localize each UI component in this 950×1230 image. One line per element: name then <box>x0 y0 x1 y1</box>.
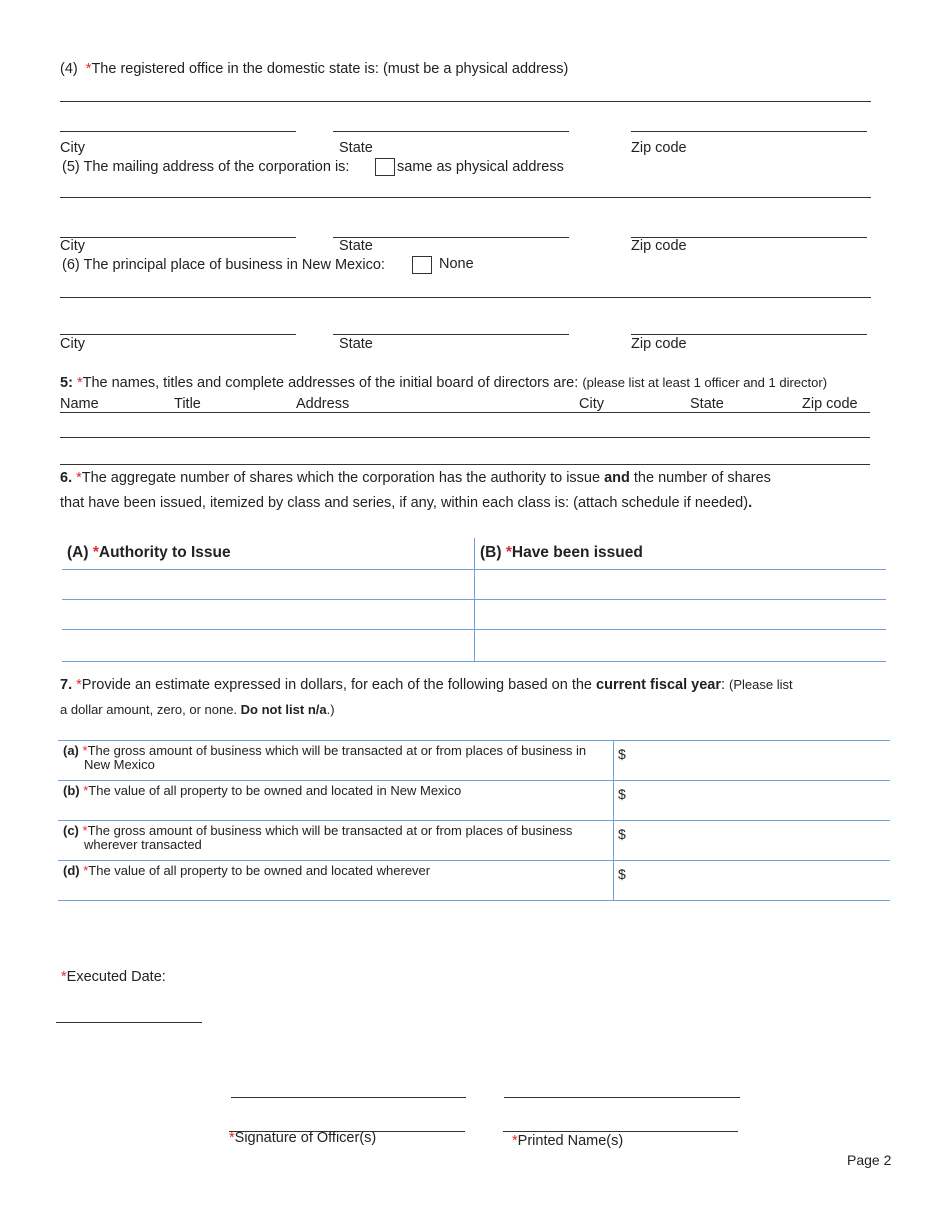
directors-col-address: Address <box>296 396 350 412</box>
shares-col-authority: (A) *Authority to Issue <box>67 544 231 561</box>
required-marker: * <box>83 783 89 798</box>
same-as-physical-checkbox[interactable] <box>375 158 395 176</box>
authority-cell[interactable] <box>63 601 473 628</box>
directors-col-title: Title <box>174 396 201 412</box>
estimate-row-c-input[interactable]: $ <box>618 826 626 842</box>
estimate-row-b-input[interactable]: $ <box>618 786 626 802</box>
principal-zip-field[interactable] <box>631 334 867 335</box>
registered-office-zip-field[interactable] <box>631 131 867 132</box>
estimates-table-row-line <box>58 740 890 741</box>
shares-table-row-line <box>62 599 886 600</box>
zip-label: Zip code <box>631 238 687 254</box>
directors-col-state: State <box>690 396 724 412</box>
directors-col-zip: Zip code <box>802 396 858 412</box>
shares-table-divider <box>474 538 475 662</box>
registered-office-state-field[interactable] <box>333 131 569 132</box>
shares-table-row-line <box>62 569 886 570</box>
page-number: Page 2 <box>847 1152 892 1168</box>
executed-date-label: *Executed Date: <box>61 969 166 985</box>
estimate-row-d-input[interactable]: $ <box>618 866 626 882</box>
principal-state-field[interactable] <box>333 334 569 335</box>
required-marker: * <box>505 544 512 561</box>
estimate-row-b-label: (b) *The value of all property to be owned and located in New Mexico <box>63 783 462 798</box>
estimates-table-row-line <box>58 780 890 781</box>
directors-header-rule <box>60 412 870 413</box>
required-marker: * <box>76 375 83 391</box>
directors-col-city: City <box>579 396 604 412</box>
required-marker: * <box>83 863 89 878</box>
executed-date-field[interactable] <box>56 1022 202 1023</box>
estimate-row-c-label: (c) *The gross amount of business which will be transacted at or from places of business wherever transacted <box>63 823 573 852</box>
required-marker: * <box>92 544 99 561</box>
shares-table-row-line <box>62 661 886 662</box>
directors-heading: 5: *The names, titles and complete addresses of the initial board of directors are: (please list at least 1 officer and 1 director) <box>60 375 828 391</box>
required-marker: * <box>76 470 82 486</box>
registered-office-city-field[interactable] <box>60 131 296 132</box>
printed-name-underline <box>503 1131 738 1132</box>
issued-cell[interactable] <box>476 601 886 628</box>
director-entry-line[interactable] <box>60 437 870 438</box>
same-as-physical-label: same as physical address <box>397 159 564 175</box>
estimate-row-d-label: (d) *The value of all property to be owned and located wherever <box>63 863 431 878</box>
section-6-heading: (6) The principal place of business in New Mexico: <box>62 257 385 273</box>
none-label: None <box>439 256 474 272</box>
authority-cell[interactable] <box>63 571 473 598</box>
printed-name-field[interactable] <box>504 1097 740 1098</box>
printed-name-label: *Printed Name(s) <box>512 1133 624 1149</box>
required-marker: * <box>61 969 67 985</box>
shares-table-row-line <box>62 629 886 630</box>
issued-cell[interactable] <box>476 631 886 660</box>
required-marker: * <box>512 1133 518 1149</box>
estimate-row-a-input[interactable]: $ <box>618 746 626 762</box>
mailing-address-field[interactable] <box>60 197 871 198</box>
registered-office-address-field[interactable] <box>60 101 871 102</box>
zip-label: Zip code <box>631 336 687 352</box>
directors-col-name: Name <box>60 396 99 412</box>
shares-col-issued: (B) *Have been issued <box>480 544 643 561</box>
estimates-table-row-line <box>58 860 890 861</box>
section-4-heading: (4) *The registered office in the domestic state is: (must be a physical address) <box>60 61 569 77</box>
shares-heading-line2: that have been issued, itemized by class and series, if any, within each class is: (attach schedule if needed). <box>60 495 753 511</box>
estimates-table-row-line <box>58 900 890 901</box>
estimates-table-row-line <box>58 820 890 821</box>
required-marker: * <box>85 61 92 77</box>
none-checkbox[interactable] <box>412 256 432 274</box>
city-label: City <box>60 336 85 352</box>
required-marker: * <box>76 677 82 693</box>
required-marker: * <box>82 743 88 758</box>
required-marker: * <box>229 1130 235 1146</box>
signature-field[interactable] <box>231 1097 466 1098</box>
signature-label: *Signature of Officer(s) <box>229 1130 377 1146</box>
city-label: City <box>60 140 85 156</box>
estimates-note: a dollar amount, zero, or none. Do not list n/a.) <box>60 702 335 717</box>
director-entry-line[interactable] <box>60 464 870 465</box>
state-label: State <box>339 336 373 352</box>
state-label: State <box>339 238 373 254</box>
principal-city-field[interactable] <box>60 334 296 335</box>
estimates-heading: 7. *Provide an estimate expressed in dollars, for each of the following based on the current fiscal year: (Please list <box>60 677 793 693</box>
shares-heading-line1: 6. *The aggregate number of shares which the corporation has the authority to issue and the number of shares <box>60 470 771 486</box>
principal-place-address-field[interactable] <box>60 297 871 298</box>
zip-label: Zip code <box>631 140 687 156</box>
issued-cell[interactable] <box>476 571 886 598</box>
estimate-row-a-label: (a) *The gross amount of business which will be transacted at or from places of business in New Mexico <box>63 743 587 772</box>
mailing-city-field[interactable] <box>60 237 296 238</box>
required-marker: * <box>82 823 88 838</box>
city-label: City <box>60 238 85 254</box>
state-label: State <box>339 140 373 156</box>
authority-cell[interactable] <box>63 631 473 660</box>
section-5-heading: (5) The mailing address of the corporation is: <box>62 159 350 175</box>
